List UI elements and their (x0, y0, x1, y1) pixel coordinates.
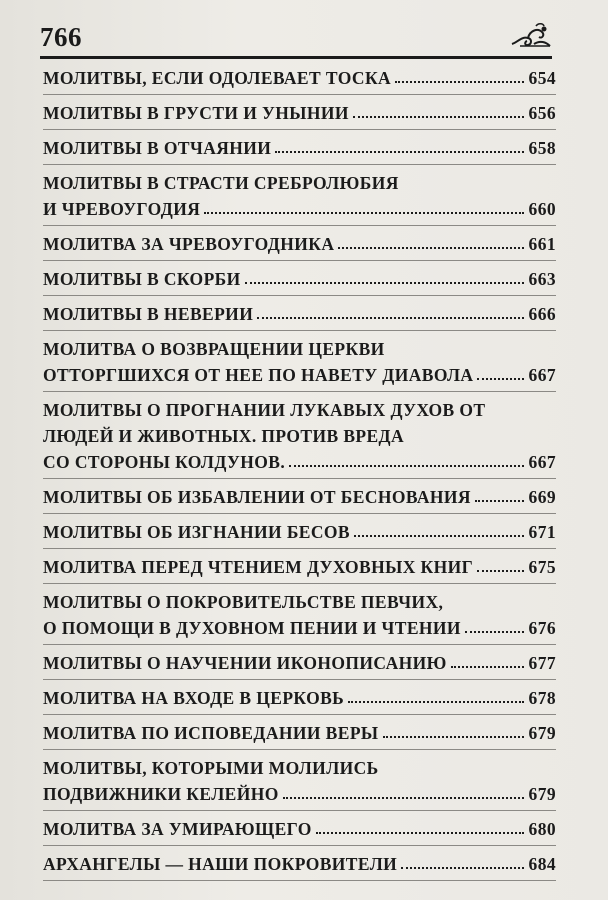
toc-entry-page-number: 675 (528, 557, 556, 577)
toc-entry-page-number: 661 (528, 234, 556, 254)
toc-entry-last-line (43, 781, 556, 807)
dot-leader (477, 564, 524, 572)
toc-entry-last-line (43, 554, 556, 580)
dot-leader (257, 311, 524, 319)
dot-leader (395, 75, 524, 83)
toc-entry-page-number: 679 (528, 784, 556, 804)
table-of-contents (43, 60, 556, 881)
toc-entry-title-line: ОТТОРГШИХСЯ ОТ НЕЕ ПО НАВЕТУ ДИАВОЛА (43, 365, 474, 385)
toc-entry[interactable] (43, 549, 556, 584)
dot-leader (338, 241, 524, 249)
toc-entry-last-line (43, 231, 556, 257)
toc-entry[interactable] (43, 165, 556, 226)
toc-entry[interactable] (43, 60, 556, 95)
toc-entry-page-number: 666 (528, 304, 556, 324)
toc-entry-page-number: 660 (528, 199, 556, 219)
toc-entry[interactable] (43, 811, 556, 846)
toc-entry-page-number: 669 (528, 487, 556, 507)
toc-entry-page-number: 671 (528, 522, 556, 542)
toc-entry-title-line: МОЛИТВЫ О ПРОГНАНИИ ЛУКАВЫХ ДУХОВ ОТ (43, 400, 486, 420)
toc-entry[interactable] (43, 715, 556, 750)
dot-leader (289, 459, 524, 467)
toc-entry-page-number: 678 (528, 688, 556, 708)
dot-leader (316, 826, 524, 834)
toc-entry-title-line: МОЛИТВЫ ОБ ИЗГНАНИИ БЕСОВ (43, 522, 350, 542)
toc-entry-title-line: АРХАНГЕЛЫ — НАШИ ПОКРОВИТЕЛИ (43, 854, 398, 874)
toc-entry-title-line: МОЛИТВЫ О НАУЧЕНИИ ИКОНОПИСАНИЮ (43, 653, 447, 673)
toc-entry-last-line (43, 135, 556, 161)
toc-entry-page-number: 656 (528, 103, 556, 123)
toc-entry-last-line (43, 484, 556, 510)
toc-entry[interactable] (43, 130, 556, 165)
toc-entry[interactable] (43, 846, 556, 881)
toc-entry-title-line: МОЛИТВА ПЕРЕД ЧТЕНИЕМ ДУХОВНЫХ КНИГ (43, 557, 474, 577)
toc-entry-last-line (43, 650, 556, 676)
toc-entry[interactable] (43, 261, 556, 296)
toc-entry-last-line (43, 65, 556, 91)
dot-leader (283, 791, 524, 799)
toc-entry[interactable] (43, 645, 556, 680)
dot-leader (204, 206, 524, 214)
toc-entry-title-line: МОЛИТВА ЗА УМИРАЮЩЕГО (43, 819, 312, 839)
toc-entry-title-line: МОЛИТВЫ В НЕВЕРИИ (43, 304, 254, 324)
toc-entry[interactable] (43, 750, 556, 811)
toc-entry-page-number: 667 (528, 365, 556, 385)
toc-entry-title-line: МОЛИТВЫ В СТРАСТИ СРЕБРОЛЮБИЯ (43, 173, 399, 193)
header-rule (40, 56, 552, 59)
toc-entry-title-line: МОЛИТВЫ В ГРУСТИ И УНЫНИИ (43, 103, 349, 123)
toc-entry-title-line: МОЛИТВЫ, КОТОРЫМИ МОЛИЛИСЬ (43, 758, 379, 778)
toc-entry-title-line: МОЛИТВА ЗА ЧРЕВОУГОДНИКА (43, 234, 335, 254)
toc-entry-title-line: МОЛИТВЫ ОБ ИЗБАВЛЕНИИ ОТ БЕСНОВАНИЯ (43, 487, 471, 507)
page-number: 766 (40, 22, 82, 52)
toc-entry[interactable] (43, 226, 556, 261)
dot-leader (353, 110, 524, 118)
toc-entry-title-line: МОЛИТВЫ В ОТЧАЯНИИ (43, 138, 272, 158)
toc-entry[interactable] (43, 95, 556, 130)
dot-leader (275, 145, 524, 153)
toc-entry-page-number: 654 (528, 68, 556, 88)
toc-entry-last-line (43, 851, 556, 877)
toc-entry-last-line (43, 196, 556, 222)
toc-entry-title-line: МОЛИТВА О ВОЗВРАЩЕНИИ ЦЕРКВИ (43, 339, 385, 359)
dot-leader (451, 660, 524, 668)
toc-entry-title-line: О ПОМОЩИ В ДУХОВНОМ ПЕНИИ И ЧТЕНИИ (43, 618, 461, 638)
toc-entry-title-line: СО СТОРОНЫ КОЛДУНОВ. (43, 452, 286, 472)
toc-entry-title-line: МОЛИТВЫ В СКОРБИ (43, 269, 241, 289)
toc-entry-page-number: 677 (528, 653, 556, 673)
toc-entry-title-line: МОЛИТВЫ О ПОКРОВИТЕЛЬСТВЕ ПЕВЧИХ, (43, 592, 444, 612)
toc-entry[interactable] (43, 680, 556, 715)
toc-entry-title-line: МОЛИТВА ПО ИСПОВЕДАНИИ ВЕРЫ (43, 723, 379, 743)
toc-entry-page-number: 658 (528, 138, 556, 158)
toc-entry-last-line (43, 816, 556, 842)
toc-entry-page-number: 679 (528, 723, 556, 743)
floral-ornament-icon (510, 22, 552, 50)
toc-entry-last-line (43, 362, 556, 388)
toc-entry[interactable] (43, 584, 556, 645)
dot-leader (401, 861, 524, 869)
toc-entry-title-line: ПОДВИЖНИКИ КЕЛЕЙНО (43, 784, 279, 804)
dot-leader (465, 625, 524, 633)
toc-entry[interactable] (43, 331, 556, 392)
toc-entry-title-line: И ЧРЕВОУГОДИЯ (43, 199, 201, 219)
dot-leader (383, 730, 525, 738)
toc-entry-title-line: ЛЮДЕЙ И ЖИВОТНЫХ. ПРОТИВ ВРЕДА (43, 426, 405, 446)
toc-entry-title-line: МОЛИТВА НА ВХОДЕ В ЦЕРКОВЬ (43, 688, 345, 708)
dot-leader (245, 276, 524, 284)
dot-leader (477, 372, 524, 380)
toc-entry-last-line (43, 100, 556, 126)
toc-entry-last-line (43, 449, 556, 475)
toc-entry-page-number: 680 (528, 819, 556, 839)
toc-entry-last-line (43, 615, 556, 641)
toc-entry-page-number: 684 (528, 854, 556, 874)
toc-entry[interactable] (43, 514, 556, 549)
toc-entry[interactable] (43, 296, 556, 331)
toc-entry-page-number: 667 (528, 452, 556, 472)
toc-entry-last-line (43, 266, 556, 292)
toc-entry-last-line (43, 720, 556, 746)
toc-entry-title-line: МОЛИТВЫ, ЕСЛИ ОДОЛЕВАЕТ ТОСКА (43, 68, 392, 88)
dot-leader (475, 494, 524, 502)
dot-leader (354, 529, 524, 537)
toc-entry[interactable] (43, 479, 556, 514)
toc-entry-last-line (43, 301, 556, 327)
toc-entry[interactable] (43, 392, 556, 479)
toc-entry-last-line (43, 519, 556, 545)
toc-entry-page-number: 676 (528, 618, 556, 638)
dot-leader (348, 695, 524, 703)
toc-entry-page-number: 663 (528, 269, 556, 289)
toc-entry-last-line (43, 685, 556, 711)
page-header (40, 14, 552, 54)
